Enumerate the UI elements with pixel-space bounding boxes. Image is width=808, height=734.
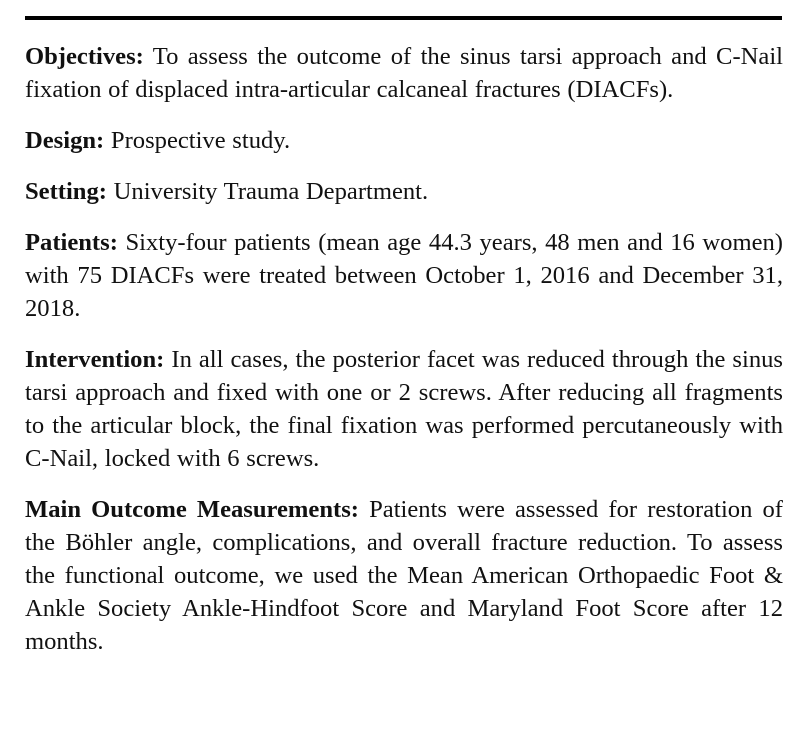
main-outcome-text: Patients were assessed for restoration of the Böhler angle, complications, and overall fracture reduction. To assess the functional outcome, we used the Mean American Orthopaedic Foot & Ankle Society Ankle-Hindfoot Score and Maryland Foot Score after 12 months. bbox=[25, 496, 783, 655]
setting-section bbox=[25, 175, 783, 208]
intervention-text: In all cases, the posterior facet was reduced through the sinus tarsi approach and fixed with one or 2 screws. After reducing all fragments to the articular block, the final fixation was performed percutaneously with C-Nail, locked with 6 screws. bbox=[25, 346, 783, 472]
setting-label: Setting: bbox=[25, 178, 107, 205]
intervention-section bbox=[25, 343, 783, 475]
main-outcome-label: Main Outcome Measurements: bbox=[25, 496, 359, 523]
objectives-label: Objectives: bbox=[25, 43, 144, 70]
setting-text: University Trauma Department. bbox=[113, 178, 429, 205]
design-label: Design: bbox=[25, 127, 105, 154]
patients-section bbox=[25, 226, 783, 325]
patients-label: Patients: bbox=[25, 229, 118, 256]
patients-text: Sixty-four patients (mean age 44.3 years, 48 men and 16 women) with 75 DIACFs were treated between October 1, 2016 and December 31, 2018. bbox=[25, 229, 783, 322]
objectives-section bbox=[25, 40, 783, 106]
intervention-label: Intervention: bbox=[25, 346, 165, 373]
top-divider-rule bbox=[25, 16, 782, 20]
design-text: Prospective study. bbox=[110, 127, 291, 154]
design-section bbox=[25, 124, 783, 157]
objectives-text: To assess the outcome of the sinus tarsi approach and C-Nail fixation of displaced intra-articular calcaneal fractures (DIACFs). bbox=[25, 43, 783, 103]
main-outcome-section bbox=[25, 493, 783, 658]
abstract-body bbox=[25, 40, 783, 658]
